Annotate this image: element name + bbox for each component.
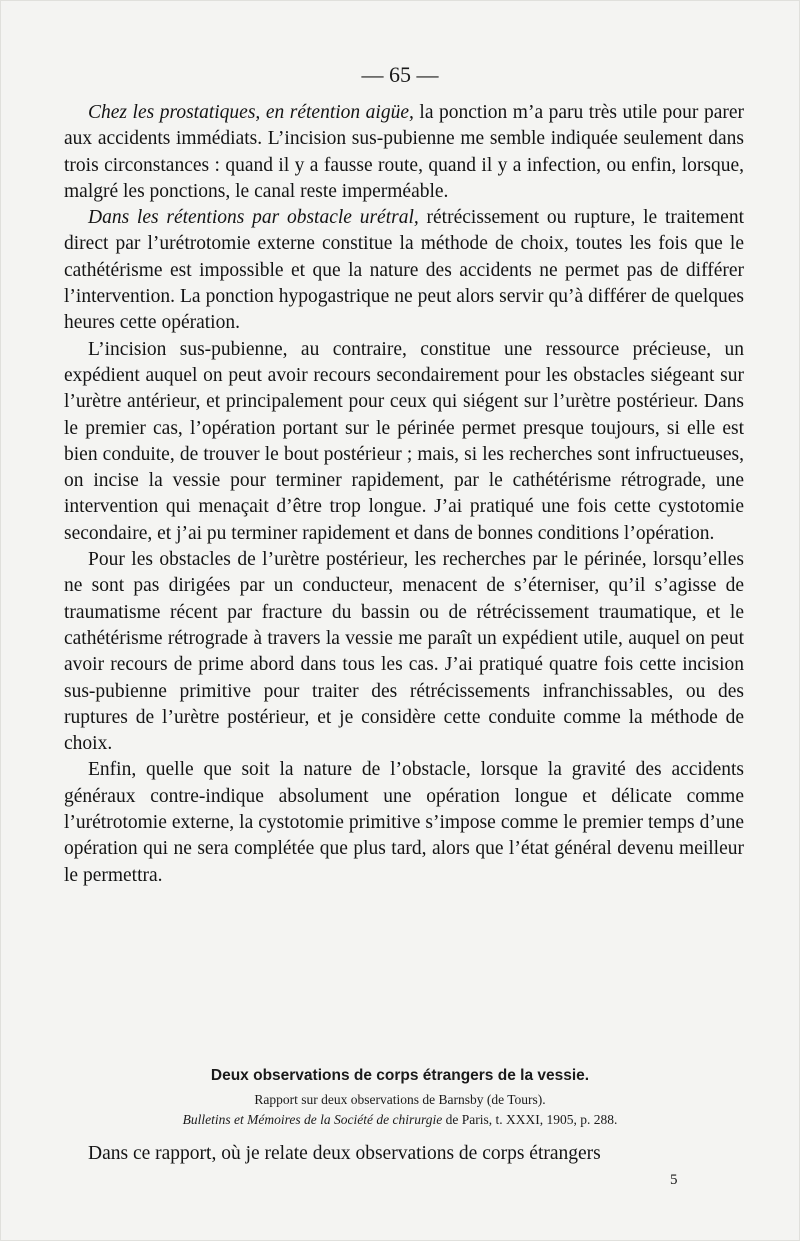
paragraph-obstacle-uretral xyxy=(64,205,744,336)
reference-details: de Paris, t. XXXI, 1905, p. 288. xyxy=(442,1112,618,1127)
paragraph-incision-sus-pubienne xyxy=(64,337,744,547)
section-title: Deux observations de corps étrangers de la vessie. xyxy=(210,1067,590,1084)
reference-journal: Bulletins et Mémoires de la Société de chirurgie xyxy=(182,1112,443,1127)
paragraph-text: Enfin, quelle que soit la nature de l’obstacle, lorsque la gravité des accidents généraux contre-indique absolument une opération longue et délicate comme l’urétrotomie externe, la cystotomie primitive s’impose comme le premier temps d’une opération qui ne sera complétée que plus tard, alors que l’état général devenu meilleur le permettra. xyxy=(64,759,744,886)
paragraph-text: la ponction m’a paru très utile pour parer aux accidents immédiats. L’incision sus-pubienne me semble indiquée seulement dans trois circonstances : quand il y a fausse route, quand il y a infection, ou enfin, lorsque, malgré les ponctions, le canal reste imperméable. xyxy=(64,102,744,202)
page-number: — 65 — xyxy=(361,62,439,87)
paragraph-uretre-posterieur xyxy=(64,547,744,757)
paragraph-enfin xyxy=(64,757,744,888)
paragraph-lead: Dans les rétentions par obstacle urétral, xyxy=(88,207,419,229)
paragraph-lead: Chez les prostatiques, en rétention aigüe, xyxy=(88,102,414,123)
reference-line xyxy=(0,1112,800,1128)
paragraph-text: rétrécissement ou rupture, le traitement direct par l’urétrotomie externe constitue la méthode de choix, toutes les fois que le cathétérisme est impossible et que la nature des accidents ne permet pas de différer l’intervention. La ponction hypogastrique ne peut alors servir qu’à différer de quelques heures cette opération. xyxy=(64,207,744,334)
paragraph-text: Pour les obstacles de l’urètre postérieur, les recherches par le périnée, lorsqu’elles ne sont pas dirigées par un conducteur, menacent de s’éterniser, qu’il s’agisse de traumatisme récent par fracture du bassin ou de rétrécissement traumatique, et le cathétérisme rétrograde à travers la vessie me paraît un expédient utile, auquel on peut avoir recours de prime abord dans tous les cas. J’ai pratiqué quatre fois cette incision sus-pubienne primitive pour traiter des rétrécissements infranchissables, ou des ruptures de l’urètre postérieur, et je considère cette conduite comme la méthode de choix. xyxy=(64,549,744,755)
report-line: Rapport sur deux observations de Barnsby (de Tours). xyxy=(254,1092,546,1107)
paragraph-text: L’incision sus-pubienne, au contraire, constitue une ressource précieuse, un expédient auquel on peut avoir recours secondairement pour les obstacles siégeant sur l’urètre antérieur, et principalement pour ceux qui siégent sur l’urètre postérieur. Dans le premier cas, l’opération portant sur le périnée permet presque toujours, si elle est bien conduite, de trouver le bout postérieur ; mais, si les recherches sont infructueuses, on incise la vessie pour terminer rapidement, par le cathétérisme rétrograde, une intervention qui menaçait d’être trop longue. J’ai pratiqué une fois cette cystotomie secondaire, et j’ai pu terminer rapidement et dans de bonnes conditions l’opération. xyxy=(64,338,744,544)
paragraph-prostatiques xyxy=(64,100,744,205)
body-text xyxy=(64,100,744,889)
closing-paragraph: Dans ce rapport, où je relate deux observations de corps étrangers xyxy=(88,1143,601,1164)
signature-mark: 5 xyxy=(670,1172,678,1188)
